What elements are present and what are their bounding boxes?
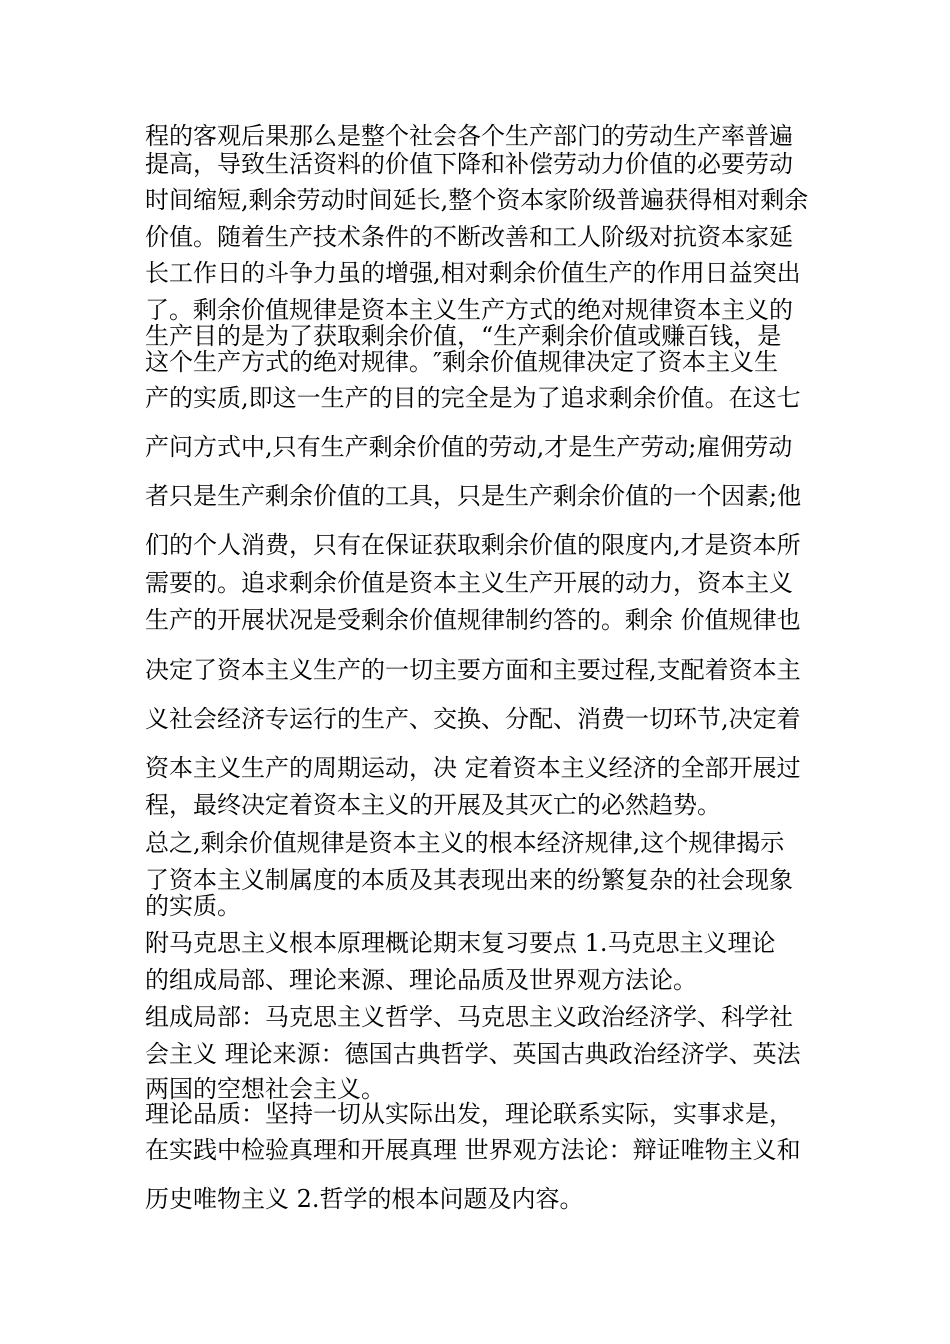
text-line: 理论品质：坚持一切从实际出发，理论联系实际，实事求是， <box>145 1100 793 1128</box>
text-line: 的组成局部、理论来源、理论品质及世界观方法论。 <box>145 966 697 994</box>
text-line: 者只是生产剩余价值的工具，只是生产剩余价值的一个因素;他 <box>145 482 802 510</box>
text-line: 附马克思主义根本原理概论期末复习要点 1.马克思主义理论 <box>145 929 776 957</box>
text-line: 生产目的是为了获取剩余价值，“生产剩余价值或赚百钱，是 <box>145 322 782 350</box>
text-line: 们的个人消费，只有在保证获取剩余价值的限度内,才是资本所 <box>145 531 801 559</box>
text-line: 组成局部：马克思主义哲学、马克思主义政治经济学、科学社 <box>145 1003 793 1031</box>
text-line: 时间缩短,剩余劳动时间延长,整个资本家阶级普遍获得相对剩余 <box>145 186 809 214</box>
text-line: 这个生产方式的绝对规律。″剩余价值规律决定了资本主义生 <box>145 348 778 376</box>
text-line: 长工作日的斗争力虽的增强,相对剩余价值生产的作用日益突出 <box>145 259 801 287</box>
text-line: 两国的空想社会主义。 <box>145 1075 385 1103</box>
text-line: 历史唯物主义 2.哲学的根本问题及内容。 <box>145 1185 584 1213</box>
text-line: 在实践中检验真理和开展真理 世界观方法论：辩证唯物主义和 <box>145 1136 801 1164</box>
text-line: 总之,剩余价值规律是资本主义的根本经济规律,这个规律揭示 <box>145 829 785 857</box>
text-line: 了资本主义制属度的本质及其表现出来的纷繁复杂的社会现象 <box>145 866 793 894</box>
text-line: 需要的。追求剩余价值是资本主义生产开展的动力，资本主义 <box>145 569 793 597</box>
text-line: 资本主义生产的周期运动，决 定着资本主义经济的全部开展过 <box>145 754 801 782</box>
text-line: 程的客观后果那么是整个社会各个生产部门的劳动生产率普遍 <box>145 122 793 150</box>
text-line: 价值。随着生产技术条件的不断改善和工人阶级对抗资本家延 <box>145 223 793 251</box>
text-line: 决定了资本主义生产的一切主要方面和主要过程,支配着资本主 <box>145 656 801 684</box>
text-line: 了。剩余价值规律是资本主义生产方式的绝对规律资本主义的 <box>145 296 793 324</box>
text-line: 的实质。 <box>145 892 241 920</box>
text-line: 程，最终决定着资本主义的开展及其灭亡的必然趋势。 <box>145 791 721 819</box>
text-line: 会主义 理论来源：德国古典哲学、英国古典政治经济学、英法 <box>145 1040 801 1068</box>
text-line: 提高，导致生活资料的价值下降和补偿劳动力价值的必要劳动 <box>145 150 793 178</box>
text-line: 义社会经济专运行的生产、交换、分配、消费一切环节,决定着 <box>145 705 801 733</box>
text-line: 产的实质,即这一生产的目的完全是为了追求剩余价值。在这七 <box>145 384 801 412</box>
text-line: 产问方式中,只有生产剩余价值的劳动,才是生产劳动;雇佣劳动 <box>145 433 793 461</box>
text-line: 生产的开展状况是受剩余价值规律制约答的。剩余 价值规律也 <box>145 606 801 634</box>
